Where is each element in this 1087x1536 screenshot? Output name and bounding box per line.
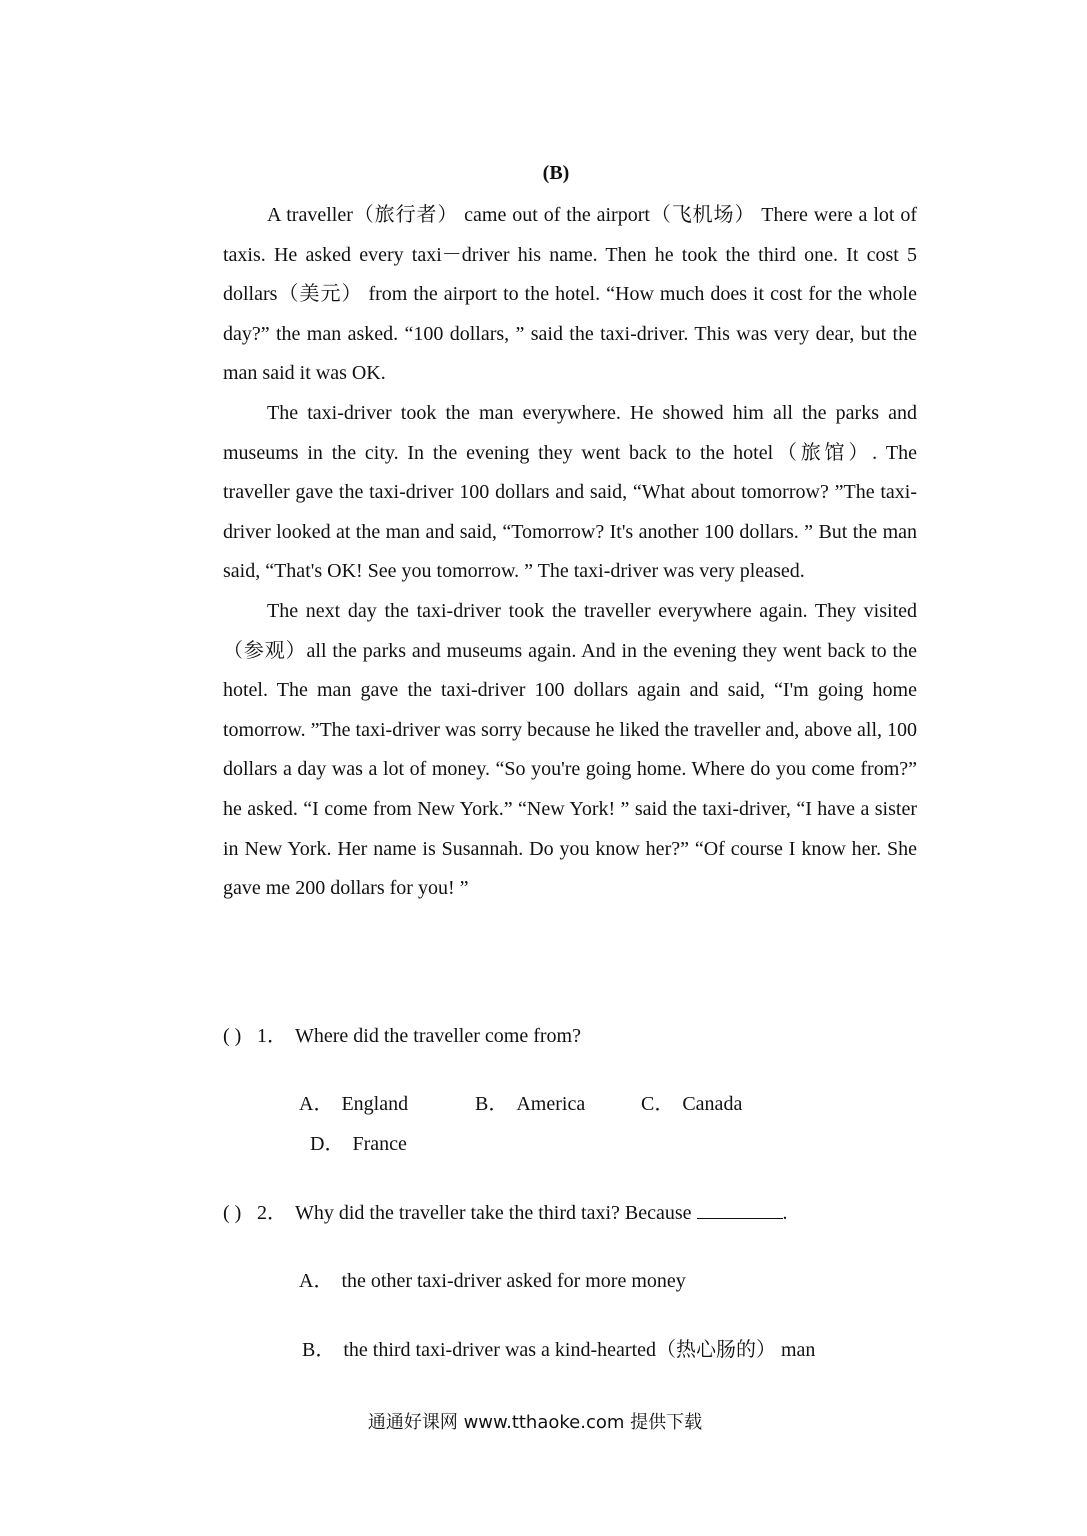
q2-option-b[interactable] [302,1336,815,1364]
question-2 [223,1199,788,1227]
question-text-1: Where did the traveller come from? [295,1025,581,1047]
option-letter: C． [641,1093,675,1115]
q1-option-a[interactable] [299,1090,408,1118]
option-letter: B． [302,1339,336,1361]
q1-option-b[interactable] [475,1090,585,1118]
q1-option-c[interactable] [641,1090,742,1118]
option-text: Canada [682,1093,743,1115]
option-text: England [341,1093,409,1115]
answer-paren-1[interactable]: ( ) [223,1025,242,1047]
reading-passage [223,196,917,909]
question-number-1: 1． [257,1025,287,1047]
passage-paragraph-2: The taxi-driver took the man everywhere. He showed him all the parks and museums in the city. In the evening they went back to the hotel（旅馆）. The traveller gave the taxi-driver 100 dollars and said, “What about tomorrow? ”The taxi-driver looked at the man and said, “Tomorrow? It's another 100 dollars. ” But the man said, “That's OK! See you tomorrow. ” The taxi-driver was very pleased. [223,401,917,583]
option-letter: B． [475,1093,509,1115]
option-letter: A． [299,1093,334,1115]
option-text: America [516,1093,586,1115]
q1-option-d[interactable] [310,1130,407,1158]
page-footer: 通通好课网 www.tthaoke.com 提供下载 [367,1412,703,1433]
question-text-2: Why did the traveller take the third taxi? Because [295,1202,692,1224]
question-1 [223,1022,581,1050]
section-title: (B) [542,162,570,184]
question-number-2: 2． [257,1202,287,1224]
q2-option-a[interactable] [299,1267,686,1295]
option-letter: A． [299,1270,334,1292]
passage-paragraph-1: A traveller（旅行者） came out of the airport（飞机场） There were a lot of taxis. He asked every taxi－driver his name. Then he took the third one. It cost 5 dollars（美元） from the airport to the hotel. “How much does it cost for the whole day?” the man asked. “100 dollars, ” said the taxi-driver. This was very dear, but the man said it was OK. [223,204,917,385]
option-text: the other taxi-driver asked for more money [341,1270,686,1292]
answer-blank[interactable] [697,1200,783,1219]
passage-paragraph-3: The next day the taxi-driver took the traveller everywhere again. They visited（参观）all the parks and museums again. And in the evening they went back to the hotel. The man gave the taxi-driver 100 dollars again and said, “I'm going home tomorrow. ”The taxi-driver was sorry because he liked the traveller and, above all, 100 dollars a day was a lot of money. “So you're going home. Where do you come from?” he asked. “I come from New York.” “New York! ” said the taxi-driver, “I have a sister in New York. Her name is Susannah. Do you know her?” “Of course I know her. She gave me 200 dollars for you! ” [223,599,917,900]
option-text: the third taxi-driver was a kind-hearted（热心肠的） man [343,1339,816,1361]
option-letter: D． [310,1133,345,1155]
question-end-punctuation: . [782,1202,788,1224]
option-text: France [352,1133,407,1155]
answer-paren-2[interactable]: ( ) [223,1202,242,1224]
